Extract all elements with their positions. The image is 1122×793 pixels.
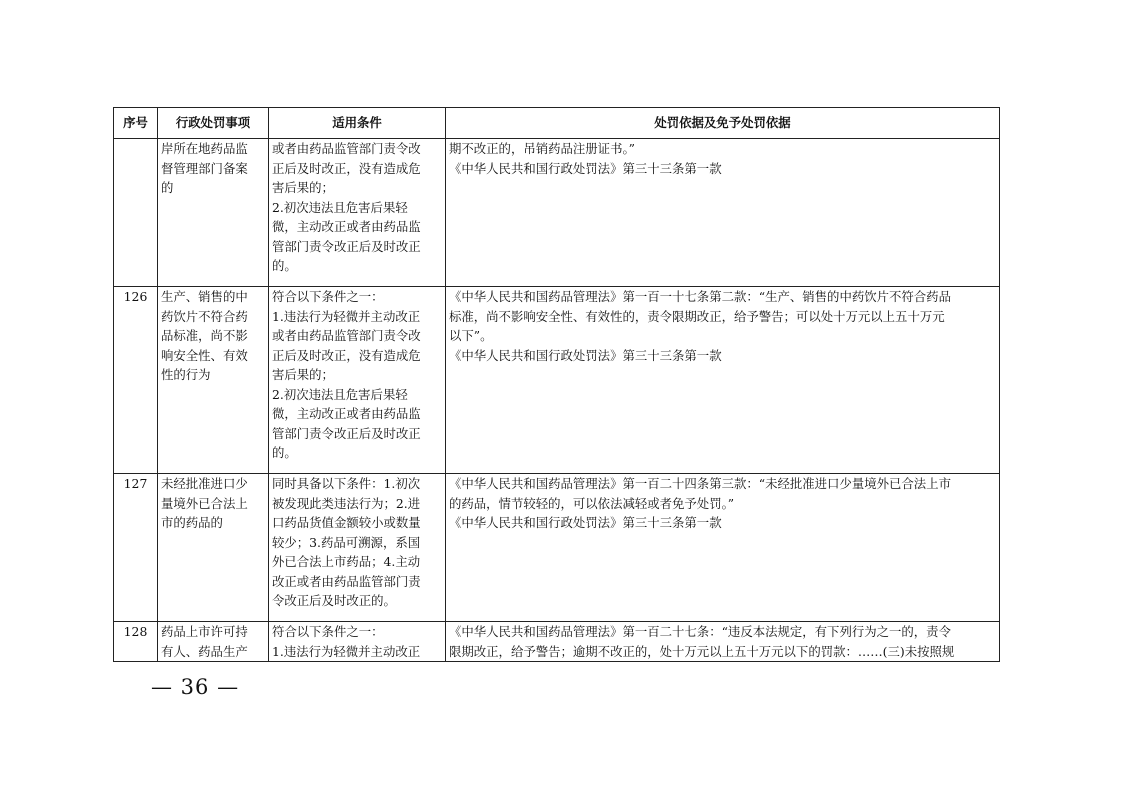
table-header-row — [114, 108, 1000, 139]
row-number — [114, 139, 158, 287]
penalty-basis — [446, 287, 1000, 474]
condition-line: 改正或者由药品监管部门责 — [272, 573, 421, 589]
condition-line: 较少；3.药品可溯源，系国 — [272, 534, 421, 550]
condition-line: 害后果的； — [272, 367, 334, 382]
item-line: 量境外已合法上 — [161, 495, 248, 511]
item-line: 有人、药品生产 — [161, 643, 248, 659]
condition-line: 害后果的； — [272, 180, 334, 195]
condition-line: 符合以下条件之一： — [272, 289, 384, 304]
condition-line: 2.初次违法且危害后果轻 — [272, 386, 408, 402]
basis-line: 《中华人民共和国药品管理法》第一百二十七条：“违反本法规定，有下列行为之一的，责令 — [449, 624, 951, 639]
item-line: 未经批准进口少 — [161, 476, 248, 491]
condition-line: 2.初次违法且危害后果轻 — [272, 199, 408, 215]
basis-line: 以下”。 — [449, 328, 493, 343]
condition-line: 或者由药品监管部门责令改 — [272, 141, 421, 156]
item-line: 市的药品的 — [161, 515, 223, 530]
condition-line: 令改正后及时改正的。 — [272, 593, 396, 608]
applicable-conditions — [269, 622, 446, 662]
penalty-item — [158, 139, 269, 287]
basis-line: 《中华人民共和国药品管理法》第一百二十四条第三款：“未经批准进口少量境外已合法上市 — [449, 476, 951, 491]
item-line: 药饮片不符合药 — [161, 308, 248, 324]
page-number: — 36 — — [151, 675, 240, 699]
basis-line: 《中华人民共和国行政处罚法》第三十三条第一款 — [449, 347, 722, 363]
condition-line: 的。 — [272, 258, 297, 273]
row-number: 126 — [114, 287, 158, 474]
table-row — [114, 287, 1000, 474]
item-line: 生产、销售的中 — [161, 289, 248, 304]
condition-line: 口药品货值金额较小或数量 — [272, 515, 421, 530]
condition-line: 同时具备以下条件：1.初次 — [272, 476, 421, 491]
table-row — [114, 474, 1000, 622]
basis-line: 《中华人民共和国行政处罚法》第三十三条第一款 — [449, 160, 722, 176]
table-row — [114, 139, 1000, 287]
applicable-conditions — [269, 287, 446, 474]
condition-line: 外已合法上市药品；4.主动 — [272, 554, 421, 569]
condition-line: 正后及时改正，没有造成危 — [272, 160, 421, 176]
condition-line: 被发现此类违法行为；2.进 — [272, 495, 421, 511]
basis-line: 《中华人民共和国药品管理法》第一百一十七条第二款：“生产、销售的中药饮片不符合药品 — [449, 289, 951, 304]
basis-line: 的药品，情节较轻的，可以依法减轻或者免予处罚。” — [449, 495, 735, 511]
penalty-item — [158, 287, 269, 474]
penalty-item — [158, 622, 269, 662]
row-number: 128 — [114, 622, 158, 662]
penalty-basis — [446, 622, 1000, 662]
condition-line: 正后及时改正，没有造成危 — [272, 347, 421, 363]
header-item: 行政处罚事项 — [158, 108, 269, 139]
item-line: 响安全性、有效 — [161, 347, 248, 363]
condition-line: 的。 — [272, 445, 297, 460]
header-conditions: 适用条件 — [269, 108, 446, 139]
condition-line: 或者由药品监管部门责令改 — [272, 328, 421, 343]
applicable-conditions — [269, 474, 446, 622]
condition-line: 微，主动改正或者由药品监 — [272, 406, 421, 421]
item-line: 品标准，尚不影 — [161, 328, 248, 343]
condition-line: 管部门责令改正后及时改正 — [272, 238, 421, 254]
penalty-basis — [446, 139, 1000, 287]
item-line: 药品上市许可持 — [161, 624, 248, 639]
basis-line: 期不改正的，吊销药品注册证书。” — [449, 141, 635, 156]
row-number: 127 — [114, 474, 158, 622]
penalty-table — [113, 107, 1000, 662]
basis-line: 限期改正，给予警告；逾期不改正的，处十万元以上五十万元以下的罚款：……(三)未按照规 — [449, 643, 955, 659]
applicable-conditions — [269, 139, 446, 287]
item-line: 性的行为 — [161, 367, 211, 382]
table-row — [114, 622, 1000, 662]
condition-line: 符合以下条件之一： — [272, 624, 384, 639]
condition-line: 1.违法行为轻微并主动改正 — [272, 643, 421, 659]
basis-line: 标准，尚不影响安全性、有效性的，责令限期改正，给予警告；可以处十万元以上五十万元 — [449, 308, 945, 324]
header-basis: 处罚依据及免予处罚依据 — [446, 108, 1000, 139]
condition-line: 管部门责令改正后及时改正 — [272, 425, 421, 441]
condition-line: 1.违法行为轻微并主动改正 — [272, 308, 421, 324]
item-line: 督管理部门备案 — [161, 160, 248, 176]
penalty-basis — [446, 474, 1000, 622]
penalty-item — [158, 474, 269, 622]
header-no: 序号 — [114, 108, 158, 139]
condition-line: 微，主动改正或者由药品监 — [272, 219, 421, 234]
item-line: 岸所在地药品监 — [161, 141, 248, 156]
item-line: 的 — [161, 180, 174, 195]
basis-line: 《中华人民共和国行政处罚法》第三十三条第一款 — [449, 515, 722, 530]
